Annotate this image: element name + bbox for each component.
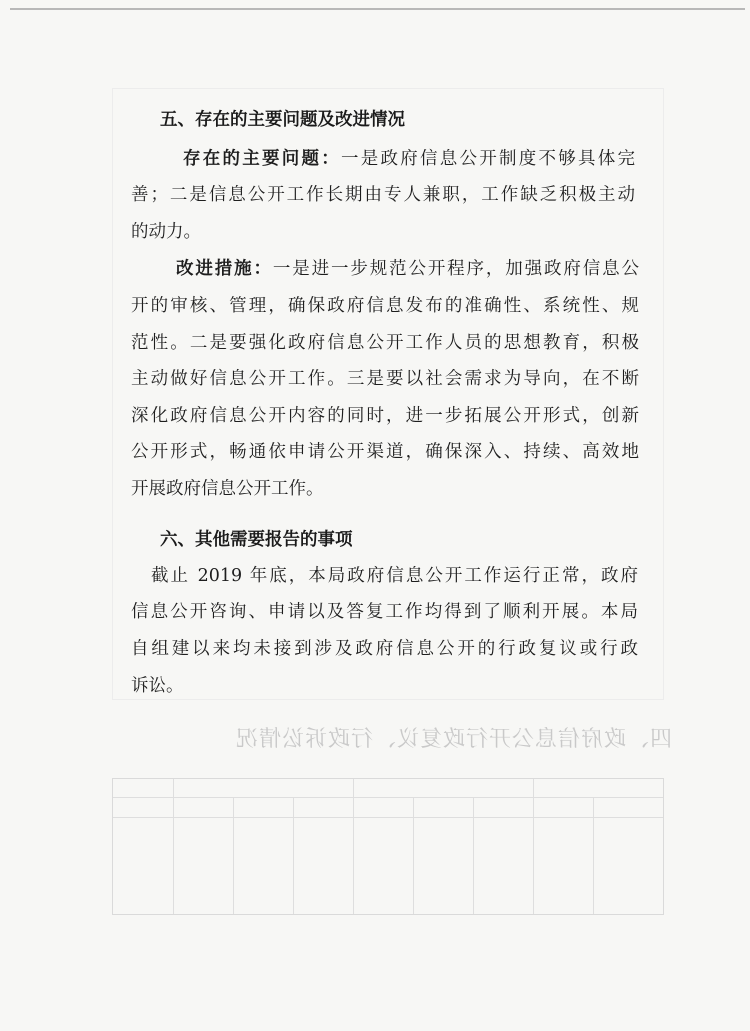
measures-line-7: 开展政府信息公开工作。 [131, 479, 324, 499]
section6-line-2: 信息公开咨询、申请以及答复工作均得到了顺利开展。本局 [131, 602, 638, 622]
problems-line-1: 存在的主要问题：一是政府信息公开制度不够具体完 [183, 149, 635, 169]
measures-line-4: 主动做好信息公开工作。三是要以社会需求为导向，在不断 [131, 369, 639, 389]
section6-heading: 六、其他需要报告的事项 [160, 530, 353, 550]
section6-line-4: 诉讼。 [131, 676, 184, 696]
measures-line-1: 改进措施：一是进一步规范公开程序，加强政府信息公 [176, 259, 640, 279]
measures-line-3: 范性。二是要强化政府信息公开工作人员的思想教育，积极 [131, 333, 639, 353]
section6-line-1: 截止 2019 年底，本局政府信息公开工作运行正常，政府 [151, 566, 638, 586]
section6-line-3: 自组建以来均未接到涉及政府信息公开的行政复议或行政 [131, 639, 638, 659]
scan-edge-line [10, 8, 745, 10]
bleed-through-table [112, 778, 664, 915]
measures-line-6: 公开形式，畅通依申请公开渠道，确保深入、持续、高效地 [131, 442, 639, 462]
measures-line-5: 深化政府信息公开内容的同时，进一步拓展公开形式，创新 [131, 406, 639, 426]
problems-line-3: 的动力。 [131, 222, 201, 242]
measures-label: 改进措施： [176, 259, 273, 279]
section5-heading: 五、存在的主要问题及改进情况 [160, 110, 405, 130]
problems-line-2: 善；二是信息公开工作长期由专人兼职，工作缺乏积极主动 [131, 185, 635, 205]
bleed-through-title: 四、政府信息公开行政复议、行政诉讼情况 [235, 727, 673, 752]
measures-line-2: 开的审核、管理，确保政府信息发布的准确性、系统性、规 [131, 296, 639, 316]
problems-label: 存在的主要问题： [183, 149, 341, 169]
